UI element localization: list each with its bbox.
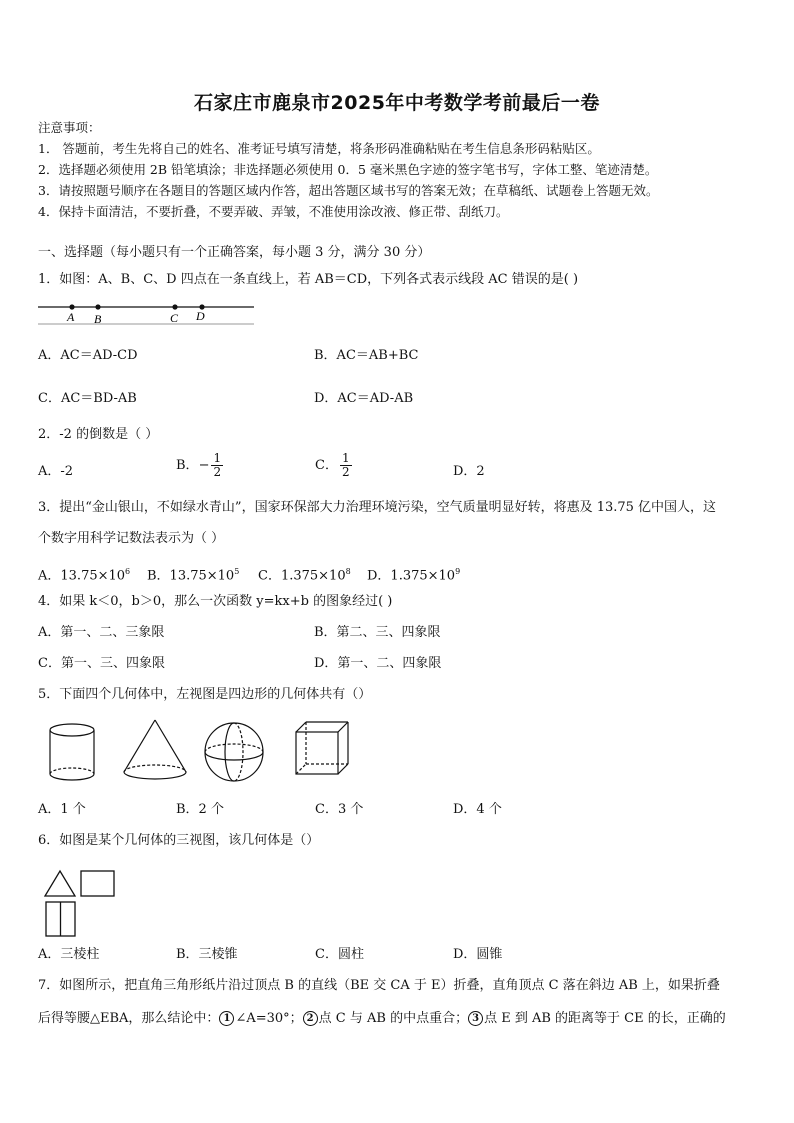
minus-sign: − bbox=[198, 458, 210, 473]
question-1-stem: 1．如图：A、B、C、D 四点在一条直线上，若 AB＝CD，下列各式表示线段 AC 错误的是( ) bbox=[38, 272, 579, 287]
option-c-prefix: C． bbox=[315, 458, 338, 473]
section-heading: 一、选择题（每小题只有一个正确答案，每小题 3 分，满分 30 分） bbox=[38, 245, 431, 260]
option-d: D．第一、二、四象限 bbox=[314, 656, 442, 671]
notice-item: 1． 答题前，考生先将自己的姓名、准考证号填写清楚，将条形码准确粘贴在考生信息条形码粘贴区。 bbox=[38, 141, 600, 156]
option-c: C．3 个 bbox=[315, 802, 364, 817]
option-d: D．2 bbox=[453, 464, 485, 479]
notice-item: 3．请按照题号顺序在各题目的答题区域内作答，超出答题区域书写的答案无效；在草稿纸、试题卷上答题无效。 bbox=[38, 183, 659, 198]
option-c bbox=[315, 452, 352, 479]
option-b: B．第二、三、四象限 bbox=[314, 625, 441, 640]
option-c: C．第一、三、四象限 bbox=[38, 656, 165, 671]
notice-item: 4．保持卡面清洁，不要折叠，不要弄破、弄皱，不准使用涂改液、修正带、刮纸刀。 bbox=[38, 204, 509, 219]
option-d: D．AC＝AD-AB bbox=[314, 391, 414, 406]
question-3-line2: 个数字用科学记数法表示为（ ） bbox=[38, 531, 225, 546]
question-5-stem: 5．下面四个几何体中，左视图是四边形的几何体共有（） bbox=[38, 687, 372, 702]
point-c-label: C bbox=[170, 311, 179, 325]
option-d: D．$1.375\times 10^9$ bbox=[367, 567, 461, 584]
point-b-label: B bbox=[94, 312, 102, 326]
option-a: A．AC＝AD-CD bbox=[38, 348, 138, 363]
question-2-stem: 2．-2 的倒数是（ ） bbox=[38, 427, 159, 442]
question-6-stem: 6．如图是某个几何体的三视图，该几何体是（） bbox=[38, 833, 320, 848]
fraction: $\frac{1}{2}$ bbox=[213, 451, 222, 479]
option-c: C．AC＝BD-AB bbox=[38, 391, 137, 406]
solids-figure bbox=[40, 716, 360, 784]
option-a: A．1 个 bbox=[38, 802, 86, 817]
option-b: B．2 个 bbox=[176, 802, 224, 817]
point-c-dot bbox=[172, 304, 177, 309]
option-d: D．4 个 bbox=[453, 802, 502, 817]
point-a-dot bbox=[69, 304, 74, 309]
option-b: B．三棱锥 bbox=[176, 947, 238, 962]
circled-number: 2 bbox=[303, 1011, 318, 1026]
option-a: A．第一、二、三象限 bbox=[38, 625, 165, 640]
option-a: A．$13.75\times 10^6$ bbox=[38, 567, 131, 584]
three-views-figure bbox=[40, 858, 120, 938]
circled-number: 1 bbox=[219, 1011, 234, 1026]
cone-icon bbox=[124, 720, 186, 779]
cylinder-icon bbox=[50, 724, 94, 780]
line-segment-figure bbox=[36, 298, 258, 328]
option-b-prefix: B． bbox=[176, 458, 199, 473]
point-a-label: A bbox=[67, 310, 75, 324]
point-d-label: D bbox=[196, 309, 205, 323]
option-a: A．三棱柱 bbox=[38, 947, 100, 962]
point-b-dot bbox=[95, 304, 100, 309]
circled-number: 3 bbox=[468, 1011, 483, 1026]
question-7-line2: 后得等腰△EBA，那么结论中： 1 ∠A=30°； 2 点 C 与 AB 的中点重合； 3 点 E 到 AB 的距离等于 CE 的长，正确的 bbox=[38, 1011, 726, 1026]
option-d: D．圆锥 bbox=[453, 947, 503, 962]
front-view-triangle bbox=[45, 871, 75, 896]
option-b: B．$13.75\times 10^5$ bbox=[147, 567, 240, 584]
notice-heading: 注意事项： bbox=[38, 120, 101, 135]
page-title: 石家庄市鹿泉市2025年中考数学考前最后一卷 bbox=[194, 92, 600, 114]
option-a: A．-2 bbox=[38, 464, 74, 479]
question-7-line1: 7．如图所示，把直角三角形纸片沿过顶点 B 的直线（BE 交 CA 于 E）折叠，直角顶点 C 落在斜边 AB 上，如果折叠 bbox=[38, 978, 720, 993]
option-b: B．AC＝AB+BC bbox=[314, 348, 419, 363]
side-view-rectangle bbox=[81, 871, 114, 896]
option-c: C．圆柱 bbox=[315, 947, 364, 962]
option-b bbox=[176, 452, 223, 479]
question-4-stem: 4．如果 k＜0，b＞0，那么一次函数 y=kx+b 的图象经过( ) bbox=[38, 594, 393, 609]
question-3-line1: 3．提出“金山银山，不如绿水青山”，国家环保部大力治理环境污染，空气质量明显好转，将惠及 13.75 亿中国人，这 bbox=[38, 500, 717, 515]
option-c: C．$1.375\times 10^8$ bbox=[258, 567, 351, 584]
notice-item: 2．选择题必须使用 2B 铅笔填涂；非选择题必须使用 0．5 毫米黑色字迹的签字笔书写，字体工整、笔迹清楚。 bbox=[38, 162, 658, 177]
fraction: $\frac{1}{2}$ bbox=[341, 451, 350, 479]
cube-icon bbox=[296, 722, 348, 774]
sphere-icon bbox=[205, 723, 263, 781]
